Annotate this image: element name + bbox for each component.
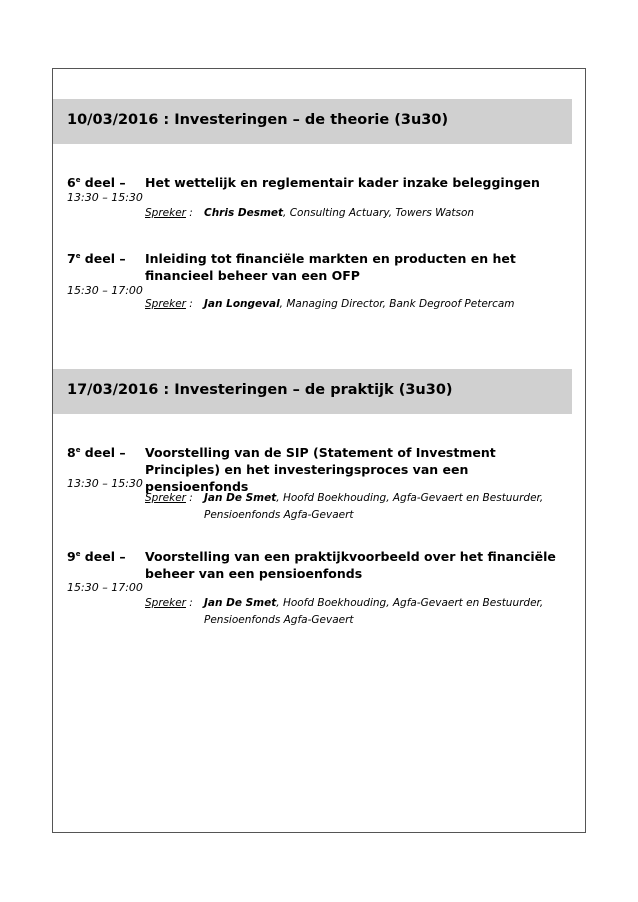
part-label [67, 251, 126, 266]
speaker-label [145, 298, 193, 310]
speaker-role: , Hoofd Boekhouding, Agfa-Gevaert en Bestuurder, Pensioenfonds Agfa-Gevaert [204, 492, 544, 521]
part-title: Voorstelling van een praktijkvoorbeeld over het financiële beheer van een pensioenfonds [145, 549, 556, 581]
speaker-name: Jan De Smet [204, 597, 277, 609]
session-header [53, 99, 572, 144]
part-time: 15:30 – 17:00 [67, 581, 143, 594]
part-time: 13:30 – 15:30 [67, 191, 143, 204]
speaker-role: , Managing Director, Bank Degroof Petercam [279, 298, 515, 310]
part-suffix: deel – [80, 251, 126, 266]
speaker-label [145, 207, 193, 219]
session-title: 17/03/2016 : Investeringen – de praktijk (3u30) [67, 382, 453, 398]
part-suffix: deel – [80, 445, 126, 460]
speaker-role: , Consulting Actuary, Towers Watson [283, 207, 475, 219]
speaker-info [204, 490, 572, 524]
speaker-name: Jan Longeval [204, 298, 280, 310]
speaker-label-text: Spreker [145, 492, 186, 504]
speaker-separator: : [185, 207, 193, 219]
speaker-label-text: Spreker [145, 207, 186, 219]
part-ordinal: e [75, 176, 81, 184]
speaker-info [204, 595, 572, 629]
speaker-role: , Hoofd Boekhouding, Agfa-Gevaert en Bestuurder, Pensioenfonds Agfa-Gevaert [204, 597, 544, 626]
speaker-label [145, 597, 193, 609]
session-header [53, 369, 572, 414]
part-title: Inleiding tot financiële markten en producten en het financieel beheer van een OFP [145, 251, 516, 283]
speaker-label-text: Spreker [145, 597, 186, 609]
part-ordinal: e [75, 446, 81, 454]
speaker-name: Chris Desmet [204, 207, 284, 219]
part-label [67, 445, 126, 460]
part-number: 7 [67, 251, 76, 266]
part-number: 8 [67, 445, 76, 460]
part-number: 6 [67, 175, 76, 190]
session-title: 10/03/2016 : Investeringen – de theorie (3u30) [67, 112, 449, 128]
part-suffix: deel – [80, 549, 126, 564]
part-ordinal: e [75, 252, 81, 260]
speaker-separator: : [185, 298, 193, 310]
speaker-info [204, 296, 572, 313]
part-label [67, 175, 126, 190]
speaker-info [204, 205, 572, 222]
part-number: 9 [67, 549, 76, 564]
speaker-separator: : [185, 597, 193, 609]
part-title: Voorstelling van de SIP (Statement of Investment Principles) en het investeringsproces van een pensioenfonds [145, 445, 496, 494]
speaker-name: Jan De Smet [204, 492, 277, 504]
part-label [67, 549, 126, 564]
speaker-label-text: Spreker [145, 298, 186, 310]
speaker-separator: : [185, 492, 193, 504]
part-suffix: deel – [80, 175, 126, 190]
part-ordinal: e [75, 550, 81, 558]
part-time: 15:30 – 17:00 [67, 284, 143, 297]
speaker-label [145, 492, 193, 504]
part-title: Het wettelijk en reglementair kader inzake beleggingen [145, 175, 540, 190]
part-time: 13:30 – 15:30 [67, 477, 143, 490]
